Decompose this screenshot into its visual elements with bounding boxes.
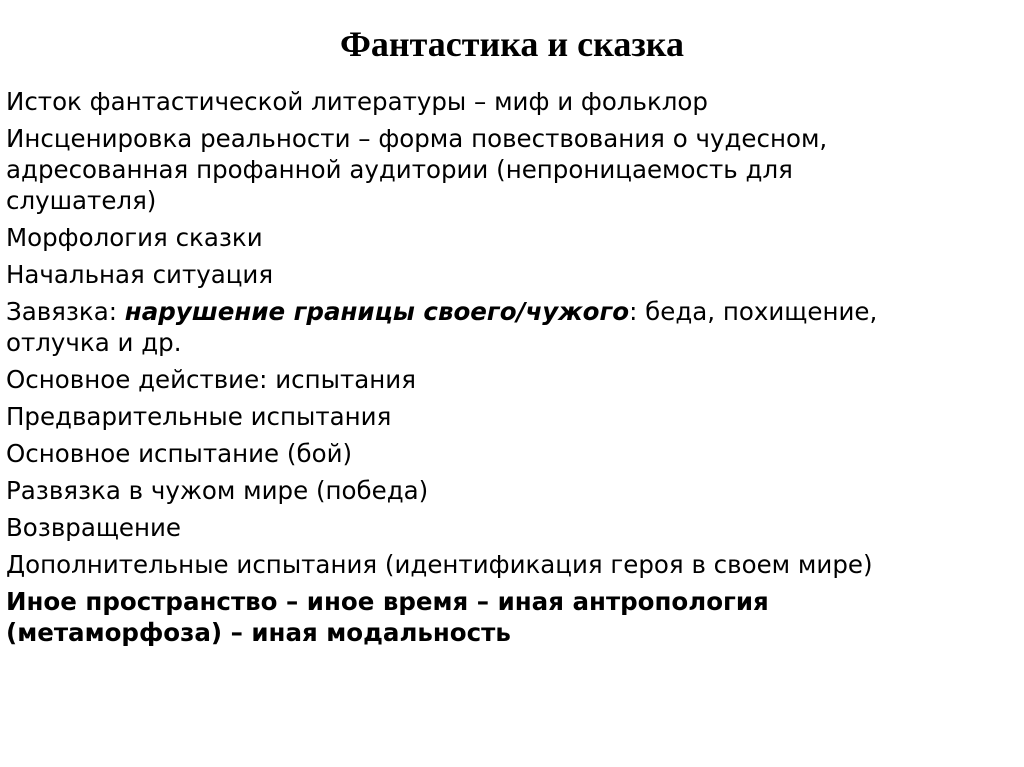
text-line: Возвращение	[6, 513, 181, 542]
text-line: отлучка и др.	[6, 328, 182, 357]
text-segment: Завязка:	[6, 297, 125, 326]
text-line: слушателя)	[6, 186, 157, 215]
slide-content	[6, 86, 1011, 654]
text-line: адресованная профанной аудитории (непроницаемость для	[6, 155, 793, 184]
text-line: Основное действие: испытания	[6, 365, 416, 394]
text-paragraph	[6, 123, 1011, 216]
text-line: Иное пространство – иное время – иная антропология	[6, 587, 769, 616]
text-line: (метаморфоза) – иная модальность	[6, 618, 511, 647]
slide-title: Фантастика и сказка	[340, 24, 684, 64]
text-line: Развязка в чужом мире (победа)	[6, 476, 429, 505]
text-paragraph	[6, 296, 1011, 358]
text-line: Инсценировка реальности – форма повествования о чудесном,	[6, 124, 828, 153]
text-line: Основное испытание (бой)	[6, 439, 353, 468]
emphasized-text: нарушение границы своего/чужого	[124, 297, 630, 326]
text-line: Дополнительные испытания (идентификация героя в своем мире)	[6, 550, 873, 579]
text-line: Начальная ситуация	[6, 260, 274, 289]
text-segment: : беда, похищение,	[629, 297, 878, 326]
text-line: Морфология сказки	[6, 223, 263, 252]
text-paragraph-bold	[6, 586, 1011, 648]
text-line: Исток фантастической литературы – миф и фольклор	[6, 87, 708, 116]
text-line: Предварительные испытания	[6, 402, 392, 431]
